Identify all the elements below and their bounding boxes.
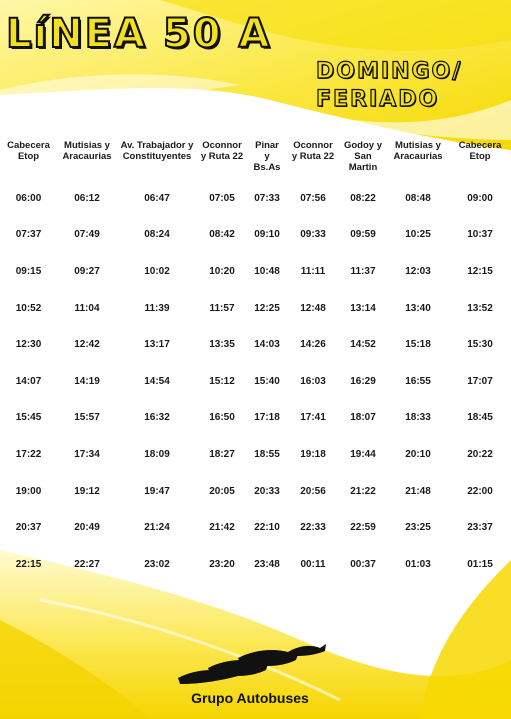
- departure-time: 01:03: [405, 558, 431, 570]
- departure-time: 14:26: [300, 339, 326, 351]
- departure-time: 23:20: [209, 558, 235, 570]
- departure-time: 15:45: [15, 412, 42, 424]
- departure-time: 06:47: [144, 192, 170, 204]
- column-header-text: Av. Trabajador y: [120, 140, 194, 151]
- departure-time: 09:10: [254, 229, 280, 241]
- departure-time: 07:37: [15, 229, 42, 241]
- departure-time: 07:05: [209, 192, 235, 204]
- timetable: [0, 136, 511, 583]
- column-header: [0, 136, 57, 180]
- table-row: [0, 326, 511, 363]
- departure-time: 15:40: [254, 375, 280, 387]
- departure-time: 19:18: [300, 448, 326, 460]
- departure-time: 16:29: [350, 375, 376, 387]
- column-header-text: Oconnor: [202, 140, 242, 151]
- column-header-text: y Ruta 22: [200, 151, 244, 162]
- departure-time: 14:54: [144, 375, 170, 387]
- departure-time: 21:22: [350, 485, 376, 497]
- table-row: [0, 546, 511, 583]
- departure-time: 09:00: [467, 192, 493, 204]
- column-header-text: Constituyentes: [122, 151, 192, 162]
- departure-time: 00:37: [350, 558, 376, 570]
- departure-time: 16:55: [405, 375, 431, 387]
- page-title: LíNEA 50 A: [6, 11, 272, 57]
- departure-time: 10:37: [467, 229, 493, 241]
- running-greyhounds-icon: [168, 640, 328, 690]
- column-header-text: Godoy y: [343, 140, 382, 151]
- departure-time: 08:42: [209, 229, 235, 241]
- departure-time: 12:30: [15, 339, 42, 351]
- departure-time: 22:27: [74, 558, 100, 570]
- departure-time: 17:34: [74, 448, 100, 460]
- departure-time: 17:41: [300, 412, 326, 424]
- table-row: [0, 180, 511, 217]
- departure-time: 07:49: [74, 229, 100, 241]
- column-header-text: Martin: [348, 162, 378, 173]
- departure-time: 19:00: [15, 485, 42, 497]
- departure-time: 06:00: [15, 192, 42, 204]
- timetable-header-row: [0, 136, 511, 180]
- column-header: [247, 136, 287, 180]
- table-row: [0, 217, 511, 254]
- departure-time: 22:33: [300, 522, 326, 534]
- departure-time: 23:25: [405, 522, 431, 534]
- table-row: [0, 436, 511, 473]
- departure-time: 10:25: [405, 229, 431, 241]
- column-header-text: Mutisias y: [64, 140, 110, 151]
- column-header: [387, 136, 449, 180]
- departure-time: 15:30: [467, 339, 493, 351]
- departure-time: 08:22: [350, 192, 376, 204]
- departure-time: 23:37: [467, 522, 493, 534]
- departure-time: 11:37: [350, 265, 376, 277]
- departure-time: 11:11: [300, 265, 326, 277]
- departure-time: 12:25: [254, 302, 280, 314]
- departure-time: 11:39: [144, 302, 170, 314]
- departure-time: 18:27: [209, 448, 235, 460]
- departure-time: 17:22: [15, 448, 42, 460]
- departure-time: 08:24: [144, 229, 170, 241]
- departure-time: 10:20: [209, 265, 235, 277]
- column-header: [57, 136, 117, 180]
- departure-time: 21:48: [405, 485, 431, 497]
- column-header: [287, 136, 339, 180]
- table-row: [0, 363, 511, 400]
- column-header: [197, 136, 247, 180]
- column-header-text: y: [264, 151, 270, 162]
- departure-time: 14:19: [74, 375, 100, 387]
- departure-time: 20:56: [300, 485, 326, 497]
- departure-time: 01:15: [467, 558, 493, 570]
- column-header-text: Bs.As: [253, 162, 281, 173]
- departure-time: 12:42: [74, 339, 100, 351]
- departure-time: 16:50: [209, 412, 235, 424]
- departure-time: 00:11: [300, 558, 326, 570]
- column-header-text: y Ruta 22: [291, 151, 335, 162]
- table-row: [0, 290, 511, 327]
- column-header-text: Mutisias y: [395, 140, 441, 151]
- departure-time: 15:18: [405, 339, 431, 351]
- departure-time: 20:10: [405, 448, 431, 460]
- brand-footer: [150, 640, 350, 710]
- departure-time: 12:48: [300, 302, 326, 314]
- departure-time: 13:52: [467, 302, 493, 314]
- table-row: [0, 400, 511, 437]
- departure-time: 15:57: [74, 412, 100, 424]
- departure-time: 17:18: [254, 412, 280, 424]
- column-header: [339, 136, 387, 180]
- departure-time: 09:15: [15, 265, 42, 277]
- departure-time: 13:14: [350, 302, 376, 314]
- departure-time: 18:09: [144, 448, 170, 460]
- departure-time: 11:04: [74, 302, 100, 314]
- departure-time: 12:03: [405, 265, 431, 277]
- column-header-text: Cabecera: [458, 140, 502, 151]
- table-row: [0, 473, 511, 510]
- column-header: [117, 136, 197, 180]
- column-header-text: Oconnor: [293, 140, 333, 151]
- day-type-line-1: DOMINGO/: [316, 59, 463, 84]
- departure-time: 07:33: [254, 192, 280, 204]
- departure-time: 20:49: [74, 522, 100, 534]
- column-header-text: Aracaurias: [62, 151, 112, 162]
- departure-time: 08:48: [405, 192, 431, 204]
- departure-time: 09:33: [300, 229, 326, 241]
- departure-time: 19:12: [74, 485, 100, 497]
- departure-time: 10:52: [15, 302, 42, 314]
- departure-time: 14:07: [15, 375, 42, 387]
- column-header-text: San: [354, 151, 372, 162]
- departure-time: 14:52: [350, 339, 376, 351]
- departure-time: 22:00: [467, 485, 493, 497]
- departure-time: 19:44: [350, 448, 376, 460]
- departure-time: 19:47: [144, 485, 170, 497]
- departure-time: 06:12: [74, 192, 100, 204]
- departure-time: 16:32: [144, 412, 170, 424]
- departure-time: 20:05: [209, 485, 235, 497]
- column-header-text: Pinar: [255, 140, 279, 151]
- departure-time: 07:56: [300, 192, 326, 204]
- departure-time: 18:07: [350, 412, 376, 424]
- departure-time: 11:57: [209, 302, 235, 314]
- departure-time: 18:55: [254, 448, 280, 460]
- departure-time: 09:27: [74, 265, 100, 277]
- column-header-text: Etop: [17, 151, 40, 162]
- departure-time: 10:02: [144, 265, 170, 277]
- table-row: [0, 509, 511, 546]
- departure-time: 13:40: [405, 302, 431, 314]
- day-type-label: [316, 58, 462, 114]
- departure-time: 22:10: [254, 522, 280, 534]
- departure-time: 13:17: [144, 339, 170, 351]
- departure-time: 23:02: [144, 558, 170, 570]
- departure-time: 21:24: [144, 522, 170, 534]
- departure-time: 18:33: [405, 412, 431, 424]
- departure-time: 15:12: [209, 375, 235, 387]
- departure-time: 22:59: [350, 522, 376, 534]
- departure-time: 18:45: [467, 412, 493, 424]
- departure-time: 17:07: [467, 375, 493, 387]
- departure-time: 20:22: [467, 448, 493, 460]
- departure-time: 21:42: [209, 522, 235, 534]
- departure-time: 16:03: [300, 375, 326, 387]
- column-header-text: Etop: [469, 151, 491, 162]
- table-row: [0, 253, 511, 290]
- day-type-line-2: FERIADO: [316, 87, 440, 112]
- departure-time: 20:37: [15, 522, 42, 534]
- column-header-text: Aracaurias: [393, 151, 443, 162]
- departure-time: 20:33: [254, 485, 280, 497]
- departure-time: 14:03: [254, 339, 280, 351]
- departure-time: 13:35: [209, 339, 235, 351]
- departure-time: 10:48: [254, 265, 280, 277]
- column-header: [449, 136, 511, 180]
- departure-time: 09:59: [350, 229, 376, 241]
- departure-time: 12:15: [467, 265, 493, 277]
- brand-name: Grupo Autobuses: [191, 690, 309, 706]
- departure-time: 23:48: [254, 558, 280, 570]
- column-header-text: Cabecera: [7, 140, 50, 151]
- departure-time: 22:15: [15, 558, 42, 570]
